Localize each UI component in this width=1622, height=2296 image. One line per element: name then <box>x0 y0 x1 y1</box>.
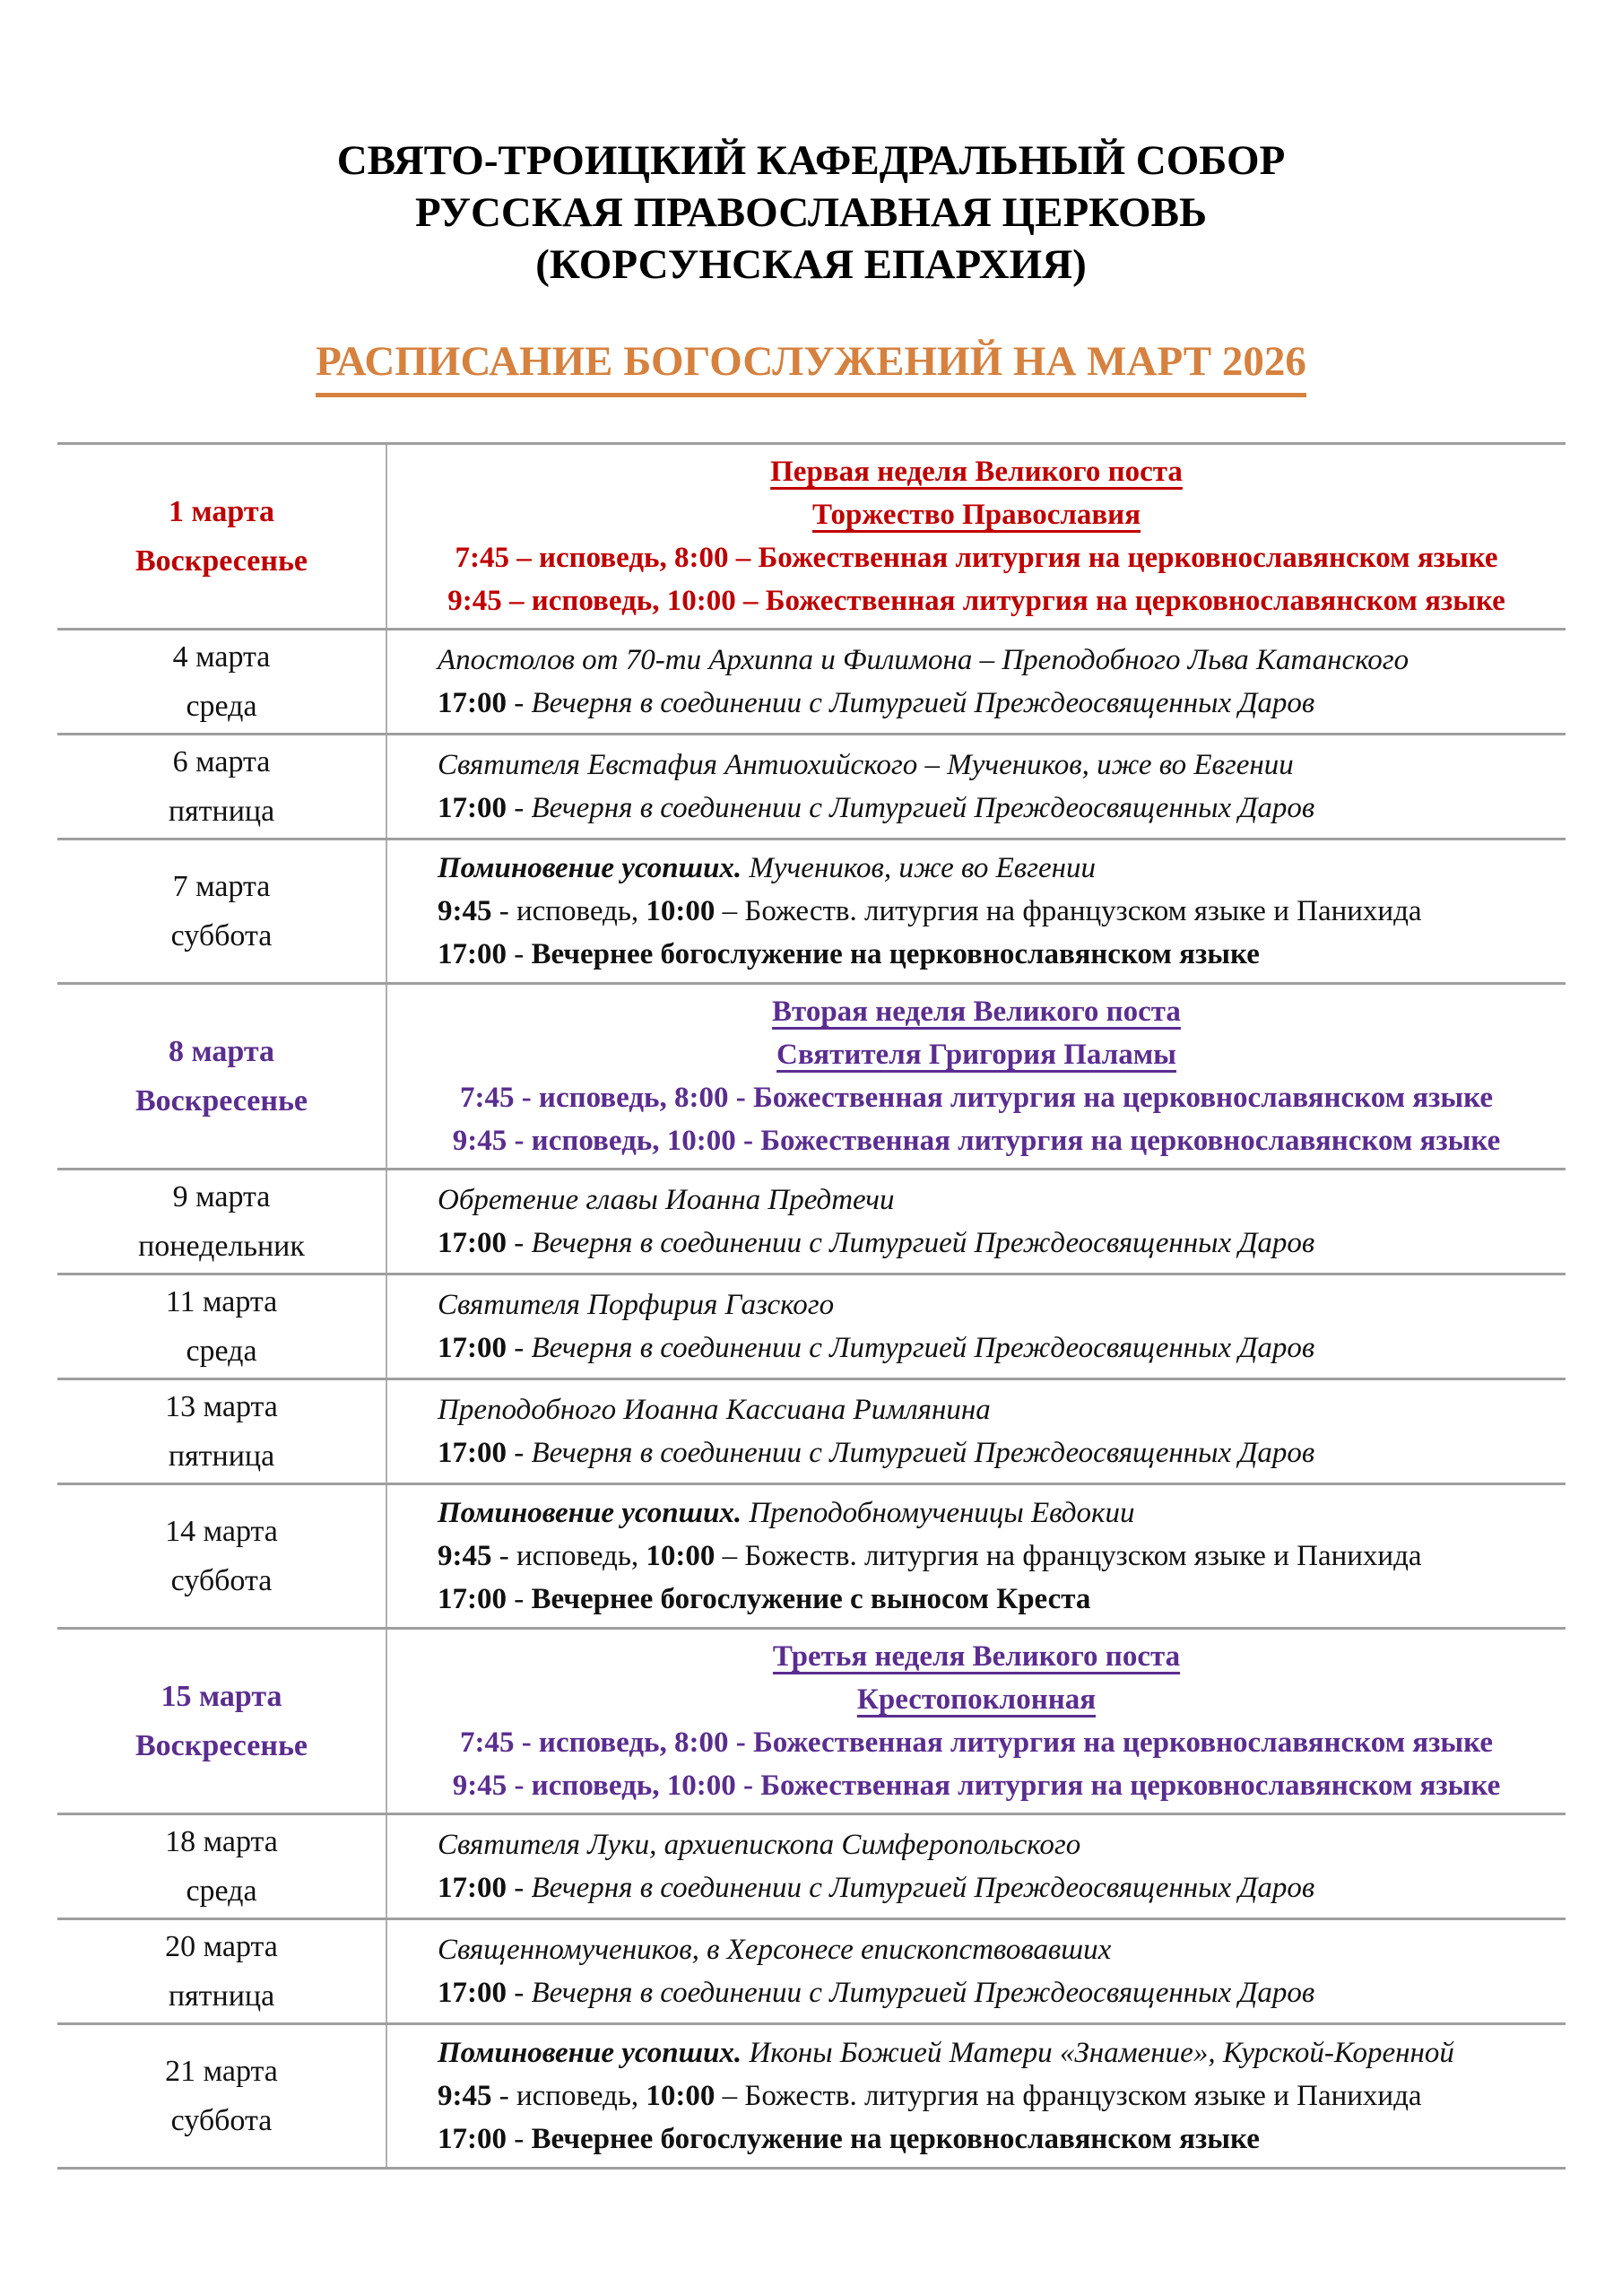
date-weekday: среда <box>186 689 257 723</box>
services-cell <box>387 840 1566 982</box>
week-heading-line: Крестопоклонная <box>856 1683 1097 1716</box>
service-line: 9:45 - исповедь, 10:00 - Божественная литургия на церковнославянском языке <box>452 1125 1501 1157</box>
date-day: 13 марта <box>165 1389 278 1423</box>
date-cell <box>57 1170 387 1273</box>
date-weekday: пятница <box>168 794 275 828</box>
service-line: 7:45 – исповедь, 8:00 – Божественная литургия на церковнославянском языке <box>455 542 1498 574</box>
table-row <box>57 1275 1566 1380</box>
week-heading-line: Третья неделя Великого поста <box>772 1640 1181 1673</box>
feast-line: Преподобного Иоанна Кассиана Римлянина <box>438 1394 991 1426</box>
service-line: 17:00 - Вечерня в соединении с Литургией Преждеосвященных Даров <box>438 1332 1315 1364</box>
date-day: 18 марта <box>165 1824 278 1858</box>
date-day: 1 марта <box>168 494 274 528</box>
services-cell <box>387 1815 1566 1918</box>
services-cell <box>387 1275 1566 1378</box>
service-line: 7:45 - исповедь, 8:00 - Божественная литургия на церковнославянском языке <box>459 1726 1494 1759</box>
date-cell <box>57 1485 387 1627</box>
week-heading-line: Святителя Григория Паламы <box>776 1039 1176 1071</box>
date-day: 8 марта <box>168 1034 274 1068</box>
feast-line: Обретение главы Иоанна Предтечи <box>438 1184 895 1216</box>
date-day: 6 марта <box>172 744 271 778</box>
date-weekday: среда <box>186 1874 257 1908</box>
table-row <box>57 840 1566 985</box>
date-weekday: среда <box>186 1334 257 1368</box>
date-cell <box>57 1630 387 1813</box>
page-title-line-2: РУССКАЯ ПРАВОСЛАВНАЯ ЦЕРКОВЬ <box>414 189 1208 236</box>
services-cell <box>387 2025 1566 2167</box>
table-row <box>57 1630 1566 1815</box>
date-weekday: Воскресенье <box>134 1083 308 1118</box>
date-weekday: Воскресенье <box>134 544 308 578</box>
table-row <box>57 735 1566 840</box>
services-cell <box>387 1920 1566 2022</box>
feast-line: Апостолов от 70-ти Архиппа и Филимона – Преподобного Льва Катанского <box>438 644 1409 676</box>
date-day: 21 марта <box>165 2054 278 2088</box>
table-row <box>57 1170 1566 1275</box>
document-header <box>0 0 1622 397</box>
services-cell <box>387 1170 1566 1273</box>
date-weekday: суббота <box>170 2103 273 2137</box>
date-cell <box>57 1920 387 2022</box>
date-cell <box>57 985 387 1168</box>
date-cell <box>57 1275 387 1378</box>
service-line: 9:45 - исповедь, 10:00 – Божеств. литургия на французском языке и Панихида <box>438 895 1422 927</box>
services-cell <box>387 445 1566 628</box>
date-cell <box>57 631 387 733</box>
table-row <box>57 1920 1566 2025</box>
table-row <box>57 1485 1566 1630</box>
service-line: 17:00 - Вечерня в соединении с Литургией Преждеосвященных Даров <box>438 687 1315 719</box>
date-cell <box>57 840 387 982</box>
feast-line: Святителя Луки, архиепископа Симферопольского <box>438 1829 1081 1861</box>
date-day: 14 марта <box>165 1514 278 1548</box>
table-row <box>57 445 1566 631</box>
date-cell <box>57 1380 387 1483</box>
date-day: 15 марта <box>160 1679 282 1713</box>
service-line: 17:00 - Вечерня в соединении с Литургией Преждеосвященных Даров <box>438 1977 1315 2009</box>
page-title-line-1: СВЯТО-ТРОИЦКИЙ КАФЕДРАЛЬНЫЙ СОБОР <box>336 137 1286 184</box>
schedule-heading: РАСПИСАНИЕ БОГОСЛУЖЕНИЙ НА МАРТ 2026 <box>316 337 1306 397</box>
week-heading-line: Вторая неделя Великого поста <box>772 996 1181 1028</box>
date-weekday: пятница <box>168 1979 275 2013</box>
date-weekday: суббота <box>170 1563 273 1597</box>
schedule-heading-wrap <box>0 337 1622 397</box>
services-cell <box>387 1380 1566 1483</box>
service-line: 17:00 - Вечернее богослужение на церковнославянском языке <box>438 2123 1260 2155</box>
feast-line: Поминовение усопших. Преподобномученицы Евдокии <box>438 1497 1135 1529</box>
table-row <box>57 2025 1566 2170</box>
date-weekday: понедельник <box>138 1229 305 1263</box>
services-cell <box>387 631 1566 733</box>
service-line: 9:45 – исповедь, 10:00 – Божественная литургия на церковнославянском языке <box>447 585 1505 617</box>
services-cell <box>387 735 1566 838</box>
page-title <box>0 135 1622 291</box>
table-row <box>57 985 1566 1170</box>
service-line: 17:00 - Вечернее богослужение с выносом Креста <box>438 1583 1091 1615</box>
date-day: 9 марта <box>172 1179 271 1213</box>
service-line: 9:45 - исповедь, 10:00 – Божеств. литургия на французском языке и Панихида <box>438 1540 1422 1572</box>
date-day: 11 марта <box>165 1284 278 1318</box>
page-title-line-3: (КОРСУНСКАЯ ЕПАРХИЯ) <box>535 241 1087 288</box>
service-line: 7:45 - исповедь, 8:00 - Божественная литургия на церковнославянском языке <box>459 1082 1494 1114</box>
date-day: 7 марта <box>172 869 271 903</box>
date-day: 4 марта <box>172 639 271 674</box>
date-weekday: суббота <box>170 918 273 952</box>
service-line: 9:45 - исповедь, 10:00 – Божеств. литургия на французском языке и Панихида <box>438 2080 1422 2112</box>
table-row <box>57 631 1566 735</box>
date-weekday: Воскресенье <box>134 1728 308 1762</box>
feast-line: Святителя Евстафия Антиохийского – Мучеников, иже во Евгении <box>438 749 1294 781</box>
feast-line: Поминовение усопших. Мучеников, иже во Евгении <box>438 852 1096 884</box>
week-heading-line: Торжество Православия <box>811 499 1141 531</box>
date-cell <box>57 735 387 838</box>
service-line: 17:00 - Вечерня в соединении с Литургией Преждеосвященных Даров <box>438 1872 1315 1904</box>
date-day: 20 марта <box>165 1929 278 1963</box>
services-cell <box>387 1485 1566 1627</box>
service-line: 17:00 - Вечернее богослужение на церковнославянском языке <box>438 938 1260 970</box>
services-cell <box>387 985 1566 1168</box>
date-cell <box>57 445 387 628</box>
service-line: 17:00 - Вечерня в соединении с Литургией Преждеосвященных Даров <box>438 1437 1315 1469</box>
feast-line: Святителя Порфирия Газского <box>438 1289 835 1321</box>
feast-line: Священномучеников, в Херсонесе епископствовавших <box>438 1934 1112 1966</box>
date-cell <box>57 2025 387 2167</box>
service-line: 9:45 - исповедь, 10:00 - Божественная литургия на церковнославянском языке <box>452 1770 1501 1802</box>
date-cell <box>57 1815 387 1918</box>
table-row <box>57 1380 1566 1485</box>
service-line: 17:00 - Вечерня в соединении с Литургией Преждеосвященных Даров <box>438 792 1315 824</box>
table-row <box>57 1815 1566 1920</box>
service-line: 17:00 - Вечерня в соединении с Литургией Преждеосвященных Даров <box>438 1227 1315 1259</box>
date-weekday: пятница <box>168 1439 275 1473</box>
feast-line: Поминовение усопших. Иконы Божией Матери «Знамение», Курской-Коренной <box>438 2037 1454 2069</box>
services-cell <box>387 1630 1566 1813</box>
schedule-table <box>57 442 1566 2170</box>
week-heading-line: Первая неделя Великого поста <box>770 456 1183 488</box>
